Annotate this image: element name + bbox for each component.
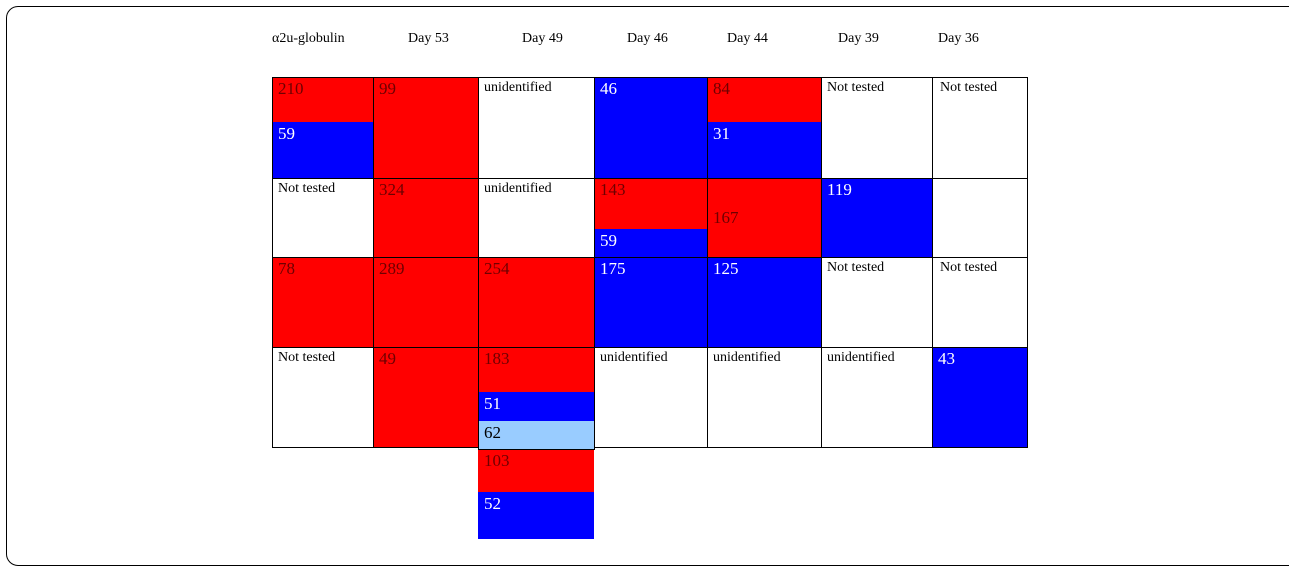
cell-status-text: Not tested: [827, 80, 885, 95]
table-cell: [478, 77, 595, 179]
table-cell: [594, 77, 708, 179]
table-cell: [594, 178, 708, 258]
spot-value: 175: [600, 259, 626, 278]
header-day-36: Day 36: [938, 31, 979, 46]
table-cell: [373, 257, 479, 348]
table-cell: [821, 77, 933, 179]
spot-value: 103: [484, 451, 510, 470]
table-cell: [707, 257, 822, 348]
table-cell: [594, 257, 708, 348]
cell-status-text: unidentified: [484, 80, 552, 95]
table-cell: [373, 77, 479, 179]
spot-value: 84: [713, 79, 730, 98]
header-day-46: Day 46: [627, 31, 668, 46]
header-day-53: Day 53: [408, 31, 449, 46]
header-day-44: Day 44: [727, 31, 768, 46]
spot-value: 59: [600, 231, 617, 250]
table-cell: [272, 347, 374, 448]
table-cell: [478, 178, 595, 258]
cell-status-text: unidentified: [600, 350, 668, 365]
table-cell: [932, 178, 1028, 258]
table-cell: [478, 257, 595, 348]
spot-value: 99: [379, 79, 396, 98]
spot-value: 51: [484, 394, 501, 413]
cell-status-text: Not tested: [827, 260, 885, 275]
table-cell: [272, 257, 374, 348]
table-cell: [373, 347, 479, 448]
table-cell: [932, 257, 1028, 348]
table-cell: [272, 77, 374, 179]
table-cell: [594, 347, 708, 448]
spot-value: 43: [938, 349, 955, 368]
spot-value: 210: [278, 79, 304, 98]
spot-value-block: [478, 449, 594, 492]
spot-value: 78: [278, 259, 295, 278]
header-protein: α2u-globulin: [272, 31, 345, 46]
table-cell: [821, 178, 933, 258]
cell-status-text: unidentified: [827, 350, 895, 365]
cell-status-text: Not tested: [940, 80, 998, 95]
spot-value: 183: [484, 349, 510, 368]
spot-value: 167: [713, 208, 739, 227]
table-cell: [821, 347, 933, 448]
table-cell: [821, 257, 933, 348]
table-cell: [272, 178, 374, 258]
spot-value: 59: [278, 124, 295, 143]
spot-value: 46: [600, 79, 617, 98]
spot-value: 62: [484, 423, 501, 442]
spot-value: 254: [484, 259, 510, 278]
spot-value-block: [478, 492, 594, 539]
header-day-39: Day 39: [838, 31, 879, 46]
spot-value: 119: [827, 180, 852, 199]
table-cell: [707, 77, 822, 179]
cell-status-text: unidentified: [484, 181, 552, 196]
cell-status-text: Not tested: [278, 181, 336, 196]
header-day-49: Day 49: [522, 31, 563, 46]
cell-status-text: Not tested: [940, 260, 998, 275]
spot-value: 49: [379, 349, 396, 368]
cell-status-text: Not tested: [278, 350, 336, 365]
spot-value: 324: [379, 180, 405, 199]
table-cell: [707, 178, 822, 258]
table-cell: [932, 347, 1028, 448]
table-cell: [932, 77, 1028, 179]
cell-status-text: unidentified: [713, 350, 781, 365]
spot-value: 125: [713, 259, 739, 278]
spot-value: 52: [484, 494, 501, 513]
spot-value: 289: [379, 259, 405, 278]
table-cell: [707, 347, 822, 448]
spot-value: 31: [713, 124, 730, 143]
table-cell: [373, 178, 479, 258]
spot-value: 143: [600, 180, 626, 199]
table-cell: [478, 347, 595, 450]
